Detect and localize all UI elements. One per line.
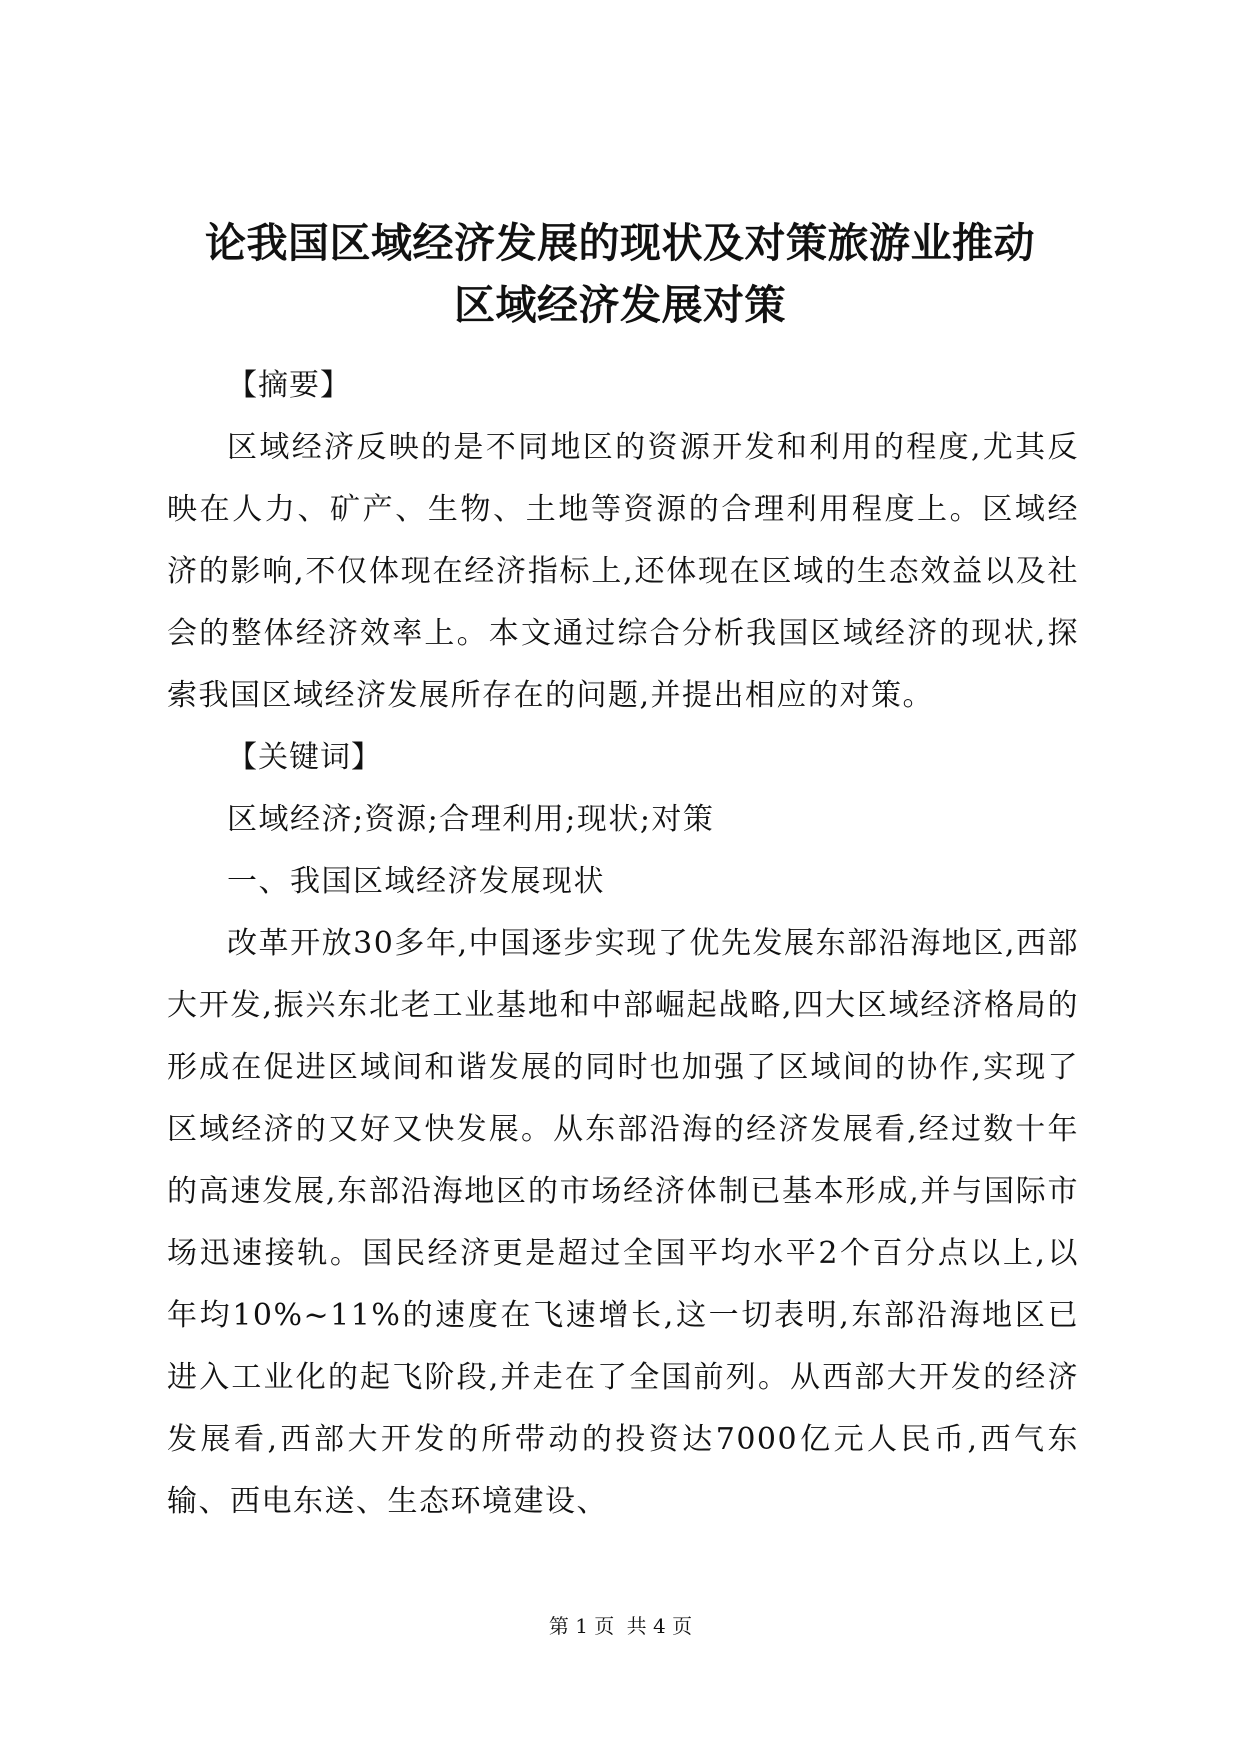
page-total: 共 4 页 bbox=[626, 1614, 693, 1638]
abstract-paragraph: 区域经济反映的是不同地区的资源开发和利用的程度,尤其反映在人力、矿产、生物、土地等资源的合理利用程度上。区域经济的影响,不仅体现在经济指标上,还体现在区域的生态效益以及社会的整体经济效率上。本文通过综合分析我国区域经济的现状,探索我国区域经济发展所存在的问题,并提出相应的对策。 bbox=[167, 430, 1079, 713]
body-paragraph: 改革开放30多年,中国逐步实现了优先发展东部沿海地区,西部大开发,振兴东北老工业基地和中部崛起战略,四大区域经济格局的形成在促进区域间和谐发展的同时也加强了区域间的协作,实现了区域经济的又好又快发展。从东部沿海的经济发展看,经过数十年的高速发展,东部沿海地区的市场经济体制已基本形成,并与国际市场迅速接轨。国民经济更是超过全国平均水平2个百分点以上,以年均10%~11%的速度在飞速增长,这一切表明,东部沿海地区已进入工业化的起飞阶段,并走在了全国前列。从西部大开发的经济发展看,西部大开发的所带动的投资达7000亿元人民币,西气东输、西电东送、生态环境建设、 bbox=[167, 926, 1079, 1519]
document-body bbox=[167, 355, 1079, 1533]
keywords-label: 【关键词】 bbox=[227, 740, 382, 775]
abstract-label: 【摘要】 bbox=[227, 368, 351, 403]
title-line-2: 区域经济发展对策 bbox=[454, 281, 786, 329]
page-footer bbox=[0, 1612, 1241, 1640]
keywords-text: 区域经济;资源;合理利用;现状;对策 bbox=[227, 802, 715, 837]
title-line-1: 论我国区域经济发展的现状及对策旅游业推动 bbox=[205, 219, 1035, 267]
page-number: 第 1 页 bbox=[548, 1614, 615, 1638]
section-heading: 一、我国区域经济发展现状 bbox=[227, 864, 605, 899]
document-title bbox=[150, 212, 1090, 336]
